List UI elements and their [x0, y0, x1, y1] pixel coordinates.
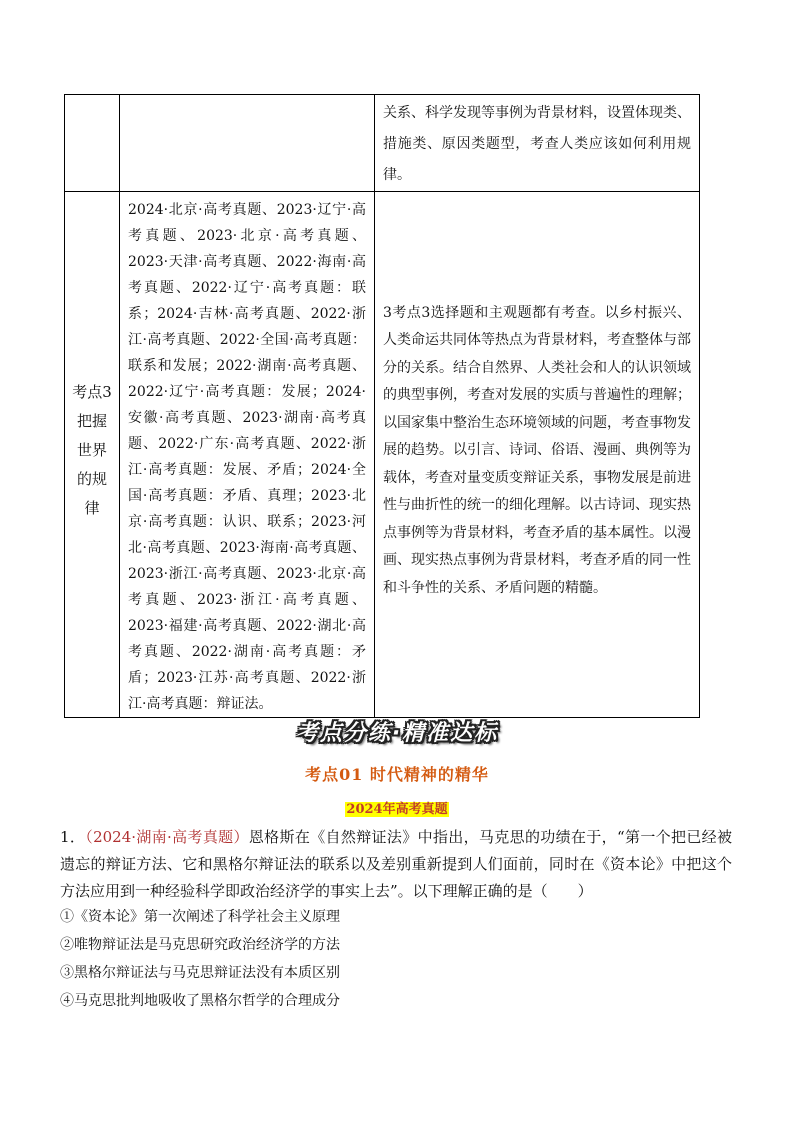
question-options: [60, 903, 732, 1015]
table-cell: [65, 192, 120, 718]
section-title: 考点01 时代精神的精华: [305, 765, 489, 784]
table-cell: [120, 192, 375, 718]
year-tag-label: 2024年高考真题: [346, 802, 448, 817]
question-text: 恩格斯在《自然辩证法》中指出，马克思的功绩在于，“第一个把已经被遗忘的辩证方法、它和黑格尔辩证法的联系以及差别重新提到人们面前，同时在《资本论》中把这个方法应用到一种经验科学即政治经济学的事实上去”。以下理解正确的是（ ）: [60, 828, 733, 900]
exam-sources-text: 2024·北京·高考真题、2023·辽宁·高考真题、2023·北京·高考真题、2023·天津·高考真题、2022·海南·高考真题、2022·辽宁·高考真题：联系；2024·吉林·高考真题、2022·浙江·高考真题、2022·全国·高考真题：联系和发展；2022·湖南·高考真题、2022·辽宁·高考真题：发展；2024·安徽·高考真题、2023·湖南·高考真题、2022·广东·高考真题、2022·浙江·高考真题：发展、矛盾；2024·全国·高考真题：矛盾、真理；2023·北京·高考真题：认识、联系；2023·河北·高考真题、2023·海南·高考真题、2023·浙江·高考真题、2023·北京·高考真题、2023·浙江·高考真题、2023·福建·高考真题、2022·湖北·高考真题、2022·湖南·高考真题：矛盾；2023·江苏·高考真题、2022·浙江·高考真题：辩证法。: [128, 202, 366, 712]
option-item: ③黑格尔辩证法与马克思辩证法没有本质区别: [60, 965, 340, 981]
exam-analysis-table: [64, 94, 700, 718]
analysis-text: 3考点3选择题和主观题都有考查。以乡村振兴、人类命运共同体等热点为背景材料，考查整体与部分的关系。结合自然界、人类社会和人的认识领域的典型事例，考查对发展的实质与普遍性的理解；以国家集中整治生态环境领域的问题，考查事物发展的趋势。以引言、诗词、俗语、漫画、典例等为载体，考查对量变质变辩证关系，事物发展是前进性与曲折性的统一的细化理解。以古诗词、现实热点事例等为背景材料，考查矛盾的基本属性。以漫画、现实热点事例为背景材料，考查矛盾的同一性和斗争性的关系、矛盾问题的精髓。: [383, 304, 691, 596]
question-source: （2024·湖南·高考真题）: [85, 828, 249, 846]
table-row: [65, 192, 700, 718]
topic-label: 考点3把握世界的规律: [72, 382, 112, 517]
option-item: ①《资本论》第一次阐述了科学社会主义原理: [60, 909, 340, 925]
section-banner: 考点分练·精准达标: [295, 721, 499, 746]
option-item: ②唯物辩证法是马克思研究政治经济学的方法: [60, 937, 340, 953]
option-item: ④马克思批判地吸收了黑格尔哲学的合理成分: [60, 993, 340, 1009]
table-cell: [65, 95, 120, 192]
table-cell: [375, 95, 700, 192]
table-cell: [120, 95, 375, 192]
year-tag: [0, 798, 794, 817]
table-row: [65, 95, 700, 192]
table-cell: [375, 192, 700, 718]
analysis-text: 关系、科学发现等事例为背景材料，设置体现类、措施类、原因类题型，考查人类应该如何利用规律。: [383, 105, 691, 183]
question-stem: [60, 824, 732, 905]
question-number: 1．: [60, 828, 86, 846]
